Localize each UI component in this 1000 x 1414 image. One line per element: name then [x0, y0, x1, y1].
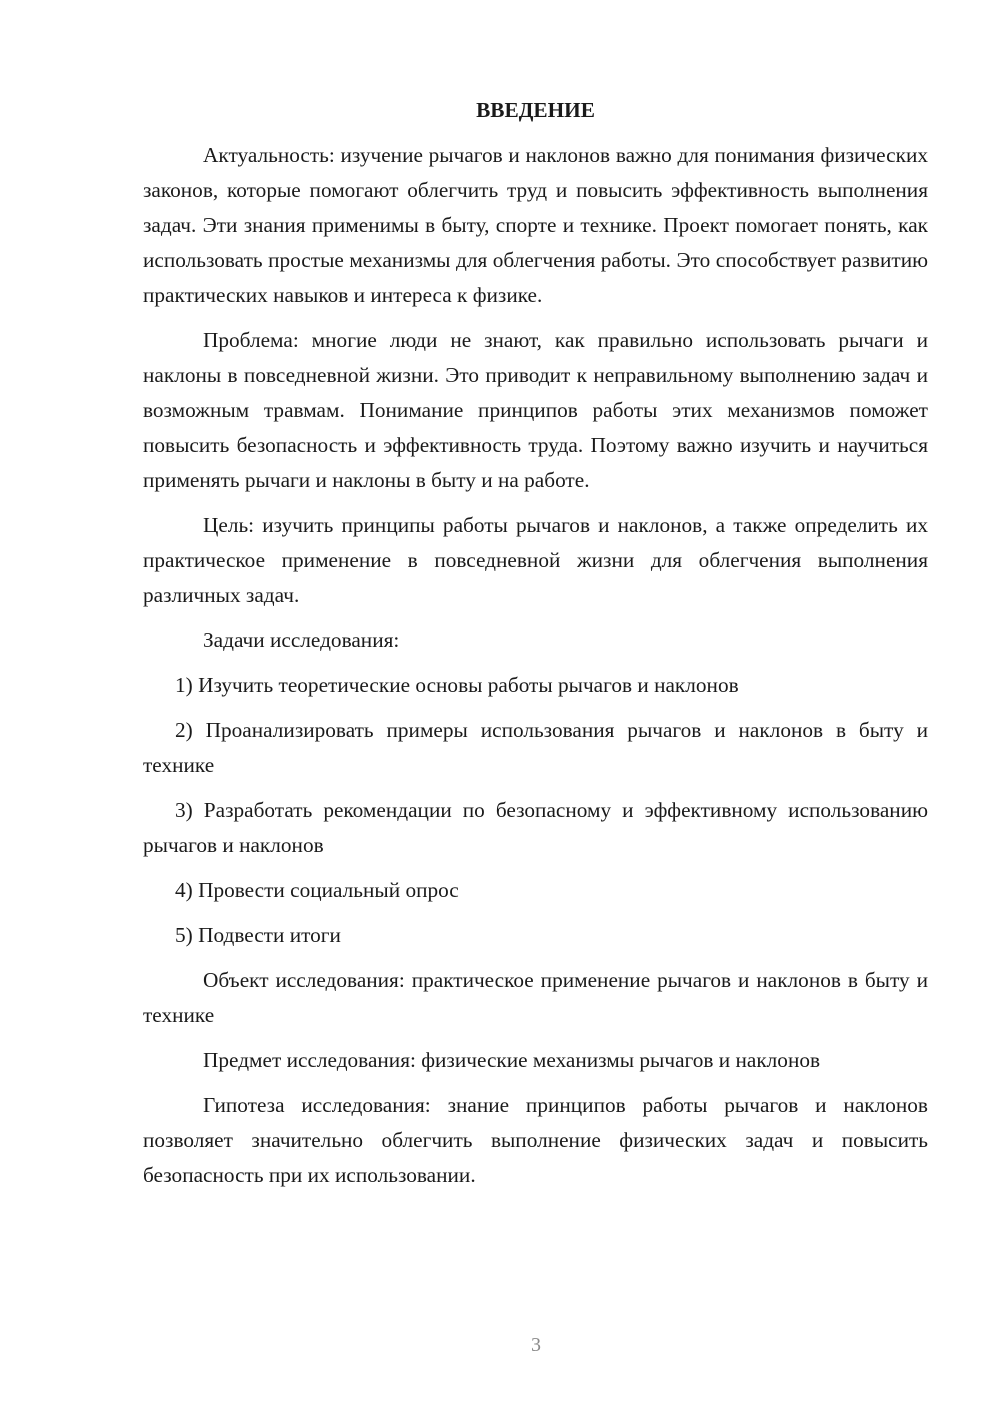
object-paragraph: Объект исследования: практическое применение рычагов и наклонов в быту и технике — [143, 968, 928, 1027]
page-title: ВВЕДЕНИЕ — [476, 98, 595, 122]
page-content — [143, 93, 928, 1203]
hypothesis-paragraph: Гипотеза исследования: знание принципов работы рычагов и наклонов позволяет значительно облегчить выполнение физических задач и повысить безопасность при их использовании. — [143, 1093, 928, 1187]
task-item-3: 3) Разработать рекомендации по безопасному и эффективному использованию рычагов и наклонов — [143, 798, 928, 857]
task-item-4: 4) Провести социальный опрос — [175, 878, 459, 902]
problem-paragraph: Проблема: многие люди не знают, как правильно использовать рычаги и наклоны в повседневной жизни. Это приводит к неправильному выполнению задач и возможным травмам. Понимание принципов работы этих механизмов поможет повысить безопасность и эффективность труда. Поэтому важно изучить и научиться применять рычаги и наклоны в быту и на работе. — [143, 328, 928, 492]
subject-paragraph: Предмет исследования: физические механизмы рычагов и наклонов — [203, 1048, 821, 1072]
relevance-paragraph: Актуальность: изучение рычагов и наклонов важно для понимания физических законов, которые помогают облегчить труд и повысить эффективность выполнения задач. Эти знания применимы в быту, спорте и технике. Проект помогает понять, как использовать простые механизмы для облегчения работы. Это способствует развитию практических навыков и интереса к физике. — [143, 143, 928, 307]
page-number: 3 — [531, 1334, 541, 1356]
tasks-heading: Задачи исследования: — [203, 628, 400, 652]
task-item-2: 2) Проанализировать примеры использования рычагов и наклонов в быту и технике — [143, 718, 928, 777]
task-item-5: 5) Подвести итоги — [175, 923, 341, 947]
task-item-1: 1) Изучить теоретические основы работы рычагов и наклонов — [175, 673, 739, 697]
goal-paragraph: Цель: изучить принципы работы рычагов и наклонов, а также определить их практическое применение в повседневной жизни для облегчения выполнения различных задач. — [143, 513, 928, 607]
